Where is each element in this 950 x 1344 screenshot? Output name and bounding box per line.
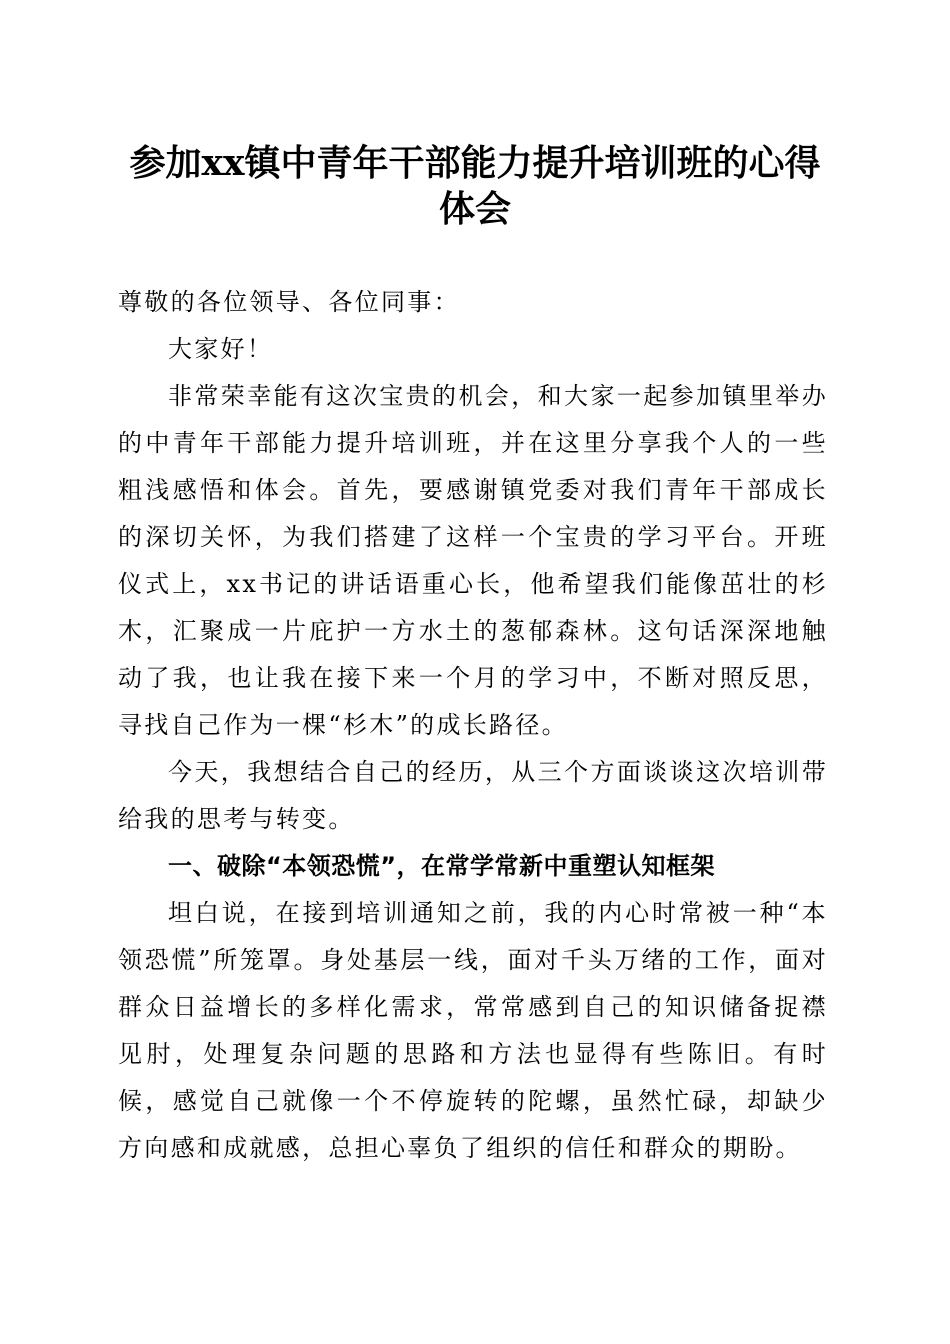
section-heading-1: 一、破除“本领恐慌”，在常学常新中重塑认知框架 [168, 852, 716, 880]
document-title [100, 140, 850, 232]
paragraph-overview: 今天，我想结合自己的经历，从三个方面谈谈这次培训带给我的思考与转变。 [118, 758, 828, 833]
salutation: 尊敬的各位领导、各位同事： [118, 288, 460, 316]
document-body [118, 279, 828, 1172]
greeting: 大家好！ [168, 335, 274, 363]
paragraph-intro: 非常荣幸能有这次宝贵的机会，和大家一起参加镇里举办的中青年干部能力提升培训班，并在这里分享我个人的一些粗浅感悟和体会。首先，要感谢镇党委对我们青年干部成长的深切关怀，为我们搭建了这样一个宝贵的学习平台。开班仪式上，xx书记的讲话语重心长，他希望我们能像茁壮的杉木，汇聚成一片庇护一方水土的葱郁森林。这句话深深地触动了我，也让我在接下来一个月的学习中，不断对照反思，寻找自己作为一棵“杉木”的成长路径。 [118, 382, 828, 739]
title-line-1: 参加xx镇中青年干部能力提升培训班的心得 [129, 142, 821, 184]
section-1-paragraph: 坦白说，在接到培训通知之前，我的内心时常被一种“本领恐慌”所笼罩。身处基层一线，面对千头万绪的工作，面对群众日益增长的多样化需求，常常感到自己的知识储备捉襟见肘，处理复杂问题的思路和方法也显得有些陈旧。有时候，感觉自己就像一个不停旋转的陀螺，虽然忙碌，却缺少方向感和成就感，总担心辜负了组织的信任和群众的期盼。 [118, 899, 828, 1162]
title-line-2: 体会 [438, 188, 511, 230]
